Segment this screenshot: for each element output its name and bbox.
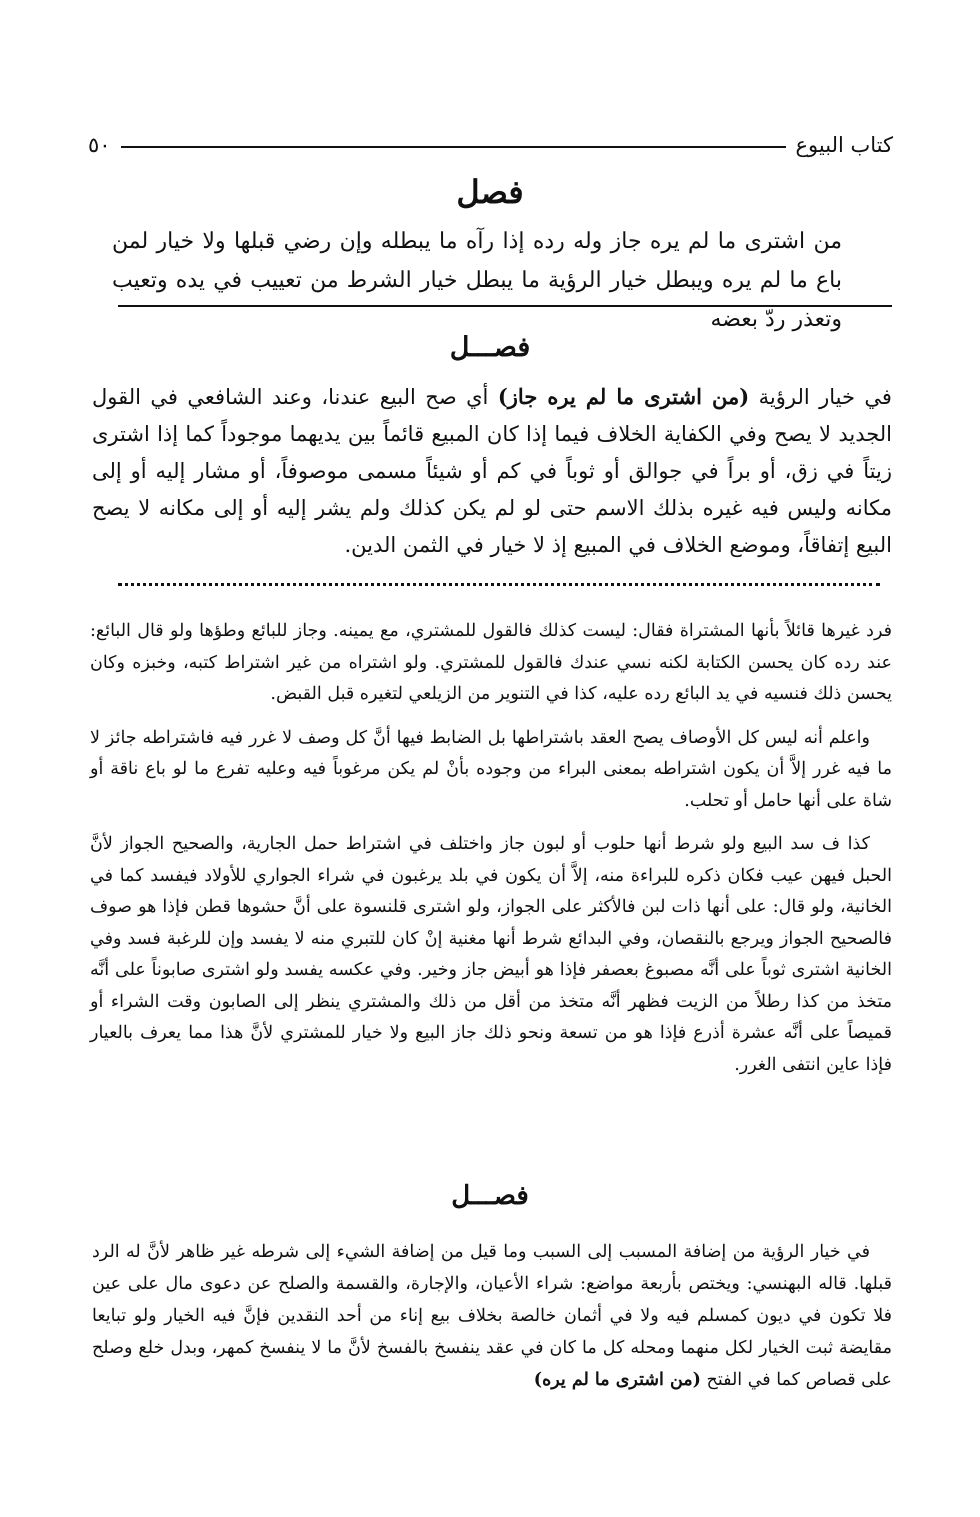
commentary-intro: في خيار الرؤية xyxy=(749,385,892,409)
running-header xyxy=(88,128,893,162)
commentary-text: أي صح البيع عندنا، وعند الشافعي في القول الجديد لا يصح وفي الكفاية الخلاف فيما إذا كان المبيع قائماً بين يديهما موجوداً كما إذا اشترى زيتاً في زق، أو براً في جوالق أو ثوباً في كم أو شيئاً مسمى موصوفاً، أو مشار إليه أو إلى مكانه وليس فيه غيره بذلك الاسم حتى لو لم يكن كذلك ولم يشر إليه أو إلى مكانه لا يصح البيع إتفاقاً، وموضع الخلاف في المبيع إذ لا خيار في الثمن الدين. xyxy=(92,385,892,557)
commentary-quoted-matn: (من اشترى ما لم يره جاز) xyxy=(497,384,750,409)
footnote-paragraph-1: فرد غيرها قائلاً بأنها المشتراة فقال: ليست كذلك فالقول للمشتري، مع يمينه. وجاز للبائع وطؤها ولو قال البائع: عند رده كان يحسن الكتابة لكنه نسي عندك فالقول للمشتري. ولو اشتراه من غير اشتراط كتبه، وخبزه وكان يحسن ذلك فنسيه في يد البائع رده عليه، كذا في التنوير من الزيلعي لتغيره قبل القبض. xyxy=(90,621,892,704)
footnote-section-heading: فصـــل xyxy=(451,1181,529,1211)
commentary-paragraph xyxy=(92,378,892,564)
footnote-section-text: في خيار الرؤية من إضافة المسبب إلى السبب وما قيل من إضافة الشيء إلى شرطه غير ظاهر لأنَّ له الرد قبلها. قاله البهنسي: ويختص بأربعة مواضع: شراء الأعيان، والإجارة، والقسمة والصلح عن دعوى مال على عين فلا تكون في ديون كمسلم فيه ولا في أثمان خالصة بخلاف بيع إناء من أحد النقدين فإنَّ فيه الخيار ولو تبايعا مقايضة ثبت الخيار لكل منهما ومحله كل ما كان في عقد ينفسخ بالفسخ لأنَّ ما لا ينفسخ كمهر، وبدل خلع وصلح على قصاص كما في الفتح xyxy=(92,1242,892,1390)
matn-divider xyxy=(118,305,892,307)
dotted-separator xyxy=(118,583,880,586)
page-number: ٥٠ xyxy=(88,133,111,157)
footnote-block xyxy=(90,616,892,1093)
footnote-paragraph-3: كذا ف سد البيع ولو شرط أنها حلوب أو لبون جاز واختلف في اشتراط حمل الجارية، والصحيح الجواز لأنَّ الحبل فيهن عيب فكان ذكره للبراءة منه، إلاَّ أن يكون في بلد يرغبون في شراء الجواري للأولاد فيفسد كما في الخانية، ولو قال: على أنها ذات لبن فالأكثر على الجواز، ولو اشترى قلنسوة على أنَّ حشوها قطن فإذا هو صوف فالصحيح الجواز ويرجع بالنقصان، وفي البدائع شرط أنها مغنية إنْ كان للتبري منه لا يفسد وإن للرغبة فسد وفي الخانية اشترى ثوباً على أنَّه مصبوغ بعصفر فإذا هو أبيض جاز وخير. وفي عكسه يفسد ولو اشترى صابوناً على أنَّه متخذ من كذا رطلاً من الزيت فظهر أنَّه متخذ من أقل من ذلك والمشتري ينظر إلى الصابون وقت الشراء أو قميصاً على أنَّه عشرة أذرع فإذا هو من تسعة ونحو ذلك جاز البيع ولا خيار للمشتري لأنَّ هذا مما يعرف بالعيار فإذا عاين انتفى الغرر. xyxy=(90,834,892,1075)
footnote-section-paragraph xyxy=(92,1236,892,1396)
footnote-paragraph-2: واعلم أنه ليس كل الأوصاف يصح العقد باشتراطها بل الضابط فيها أنَّ كل وصف لا غرر فيه فاشتراطه جائز لا ما فيه غرر إلاَّ أن يكون اشتراطه بمعنى البراء من وجوده بأنْ لم يكن مرغوباً فيه وعليه تفرع ما لو باع ناقة أو شاة على أنها حامل أو تحلب. xyxy=(90,727,892,811)
running-title: كتاب البيوع xyxy=(795,133,893,157)
commentary-heading: فصـــل xyxy=(449,332,531,363)
header-rule xyxy=(121,146,786,148)
matn-text: من اشترى ما لم يره جاز وله رده إذا رآه ما يبطله وإن رضي قبلها ولا خيار لمن باع ما لم يره ويبطل خيار الرؤية ما يبطل خيار الشرط من تعييب في يده وتعيب وتعذر ردّ بعضه xyxy=(112,229,842,332)
footnote-section-quoted: (من اشترى ما لم يره) xyxy=(533,1370,701,1390)
matn-heading: فصل xyxy=(456,173,524,211)
